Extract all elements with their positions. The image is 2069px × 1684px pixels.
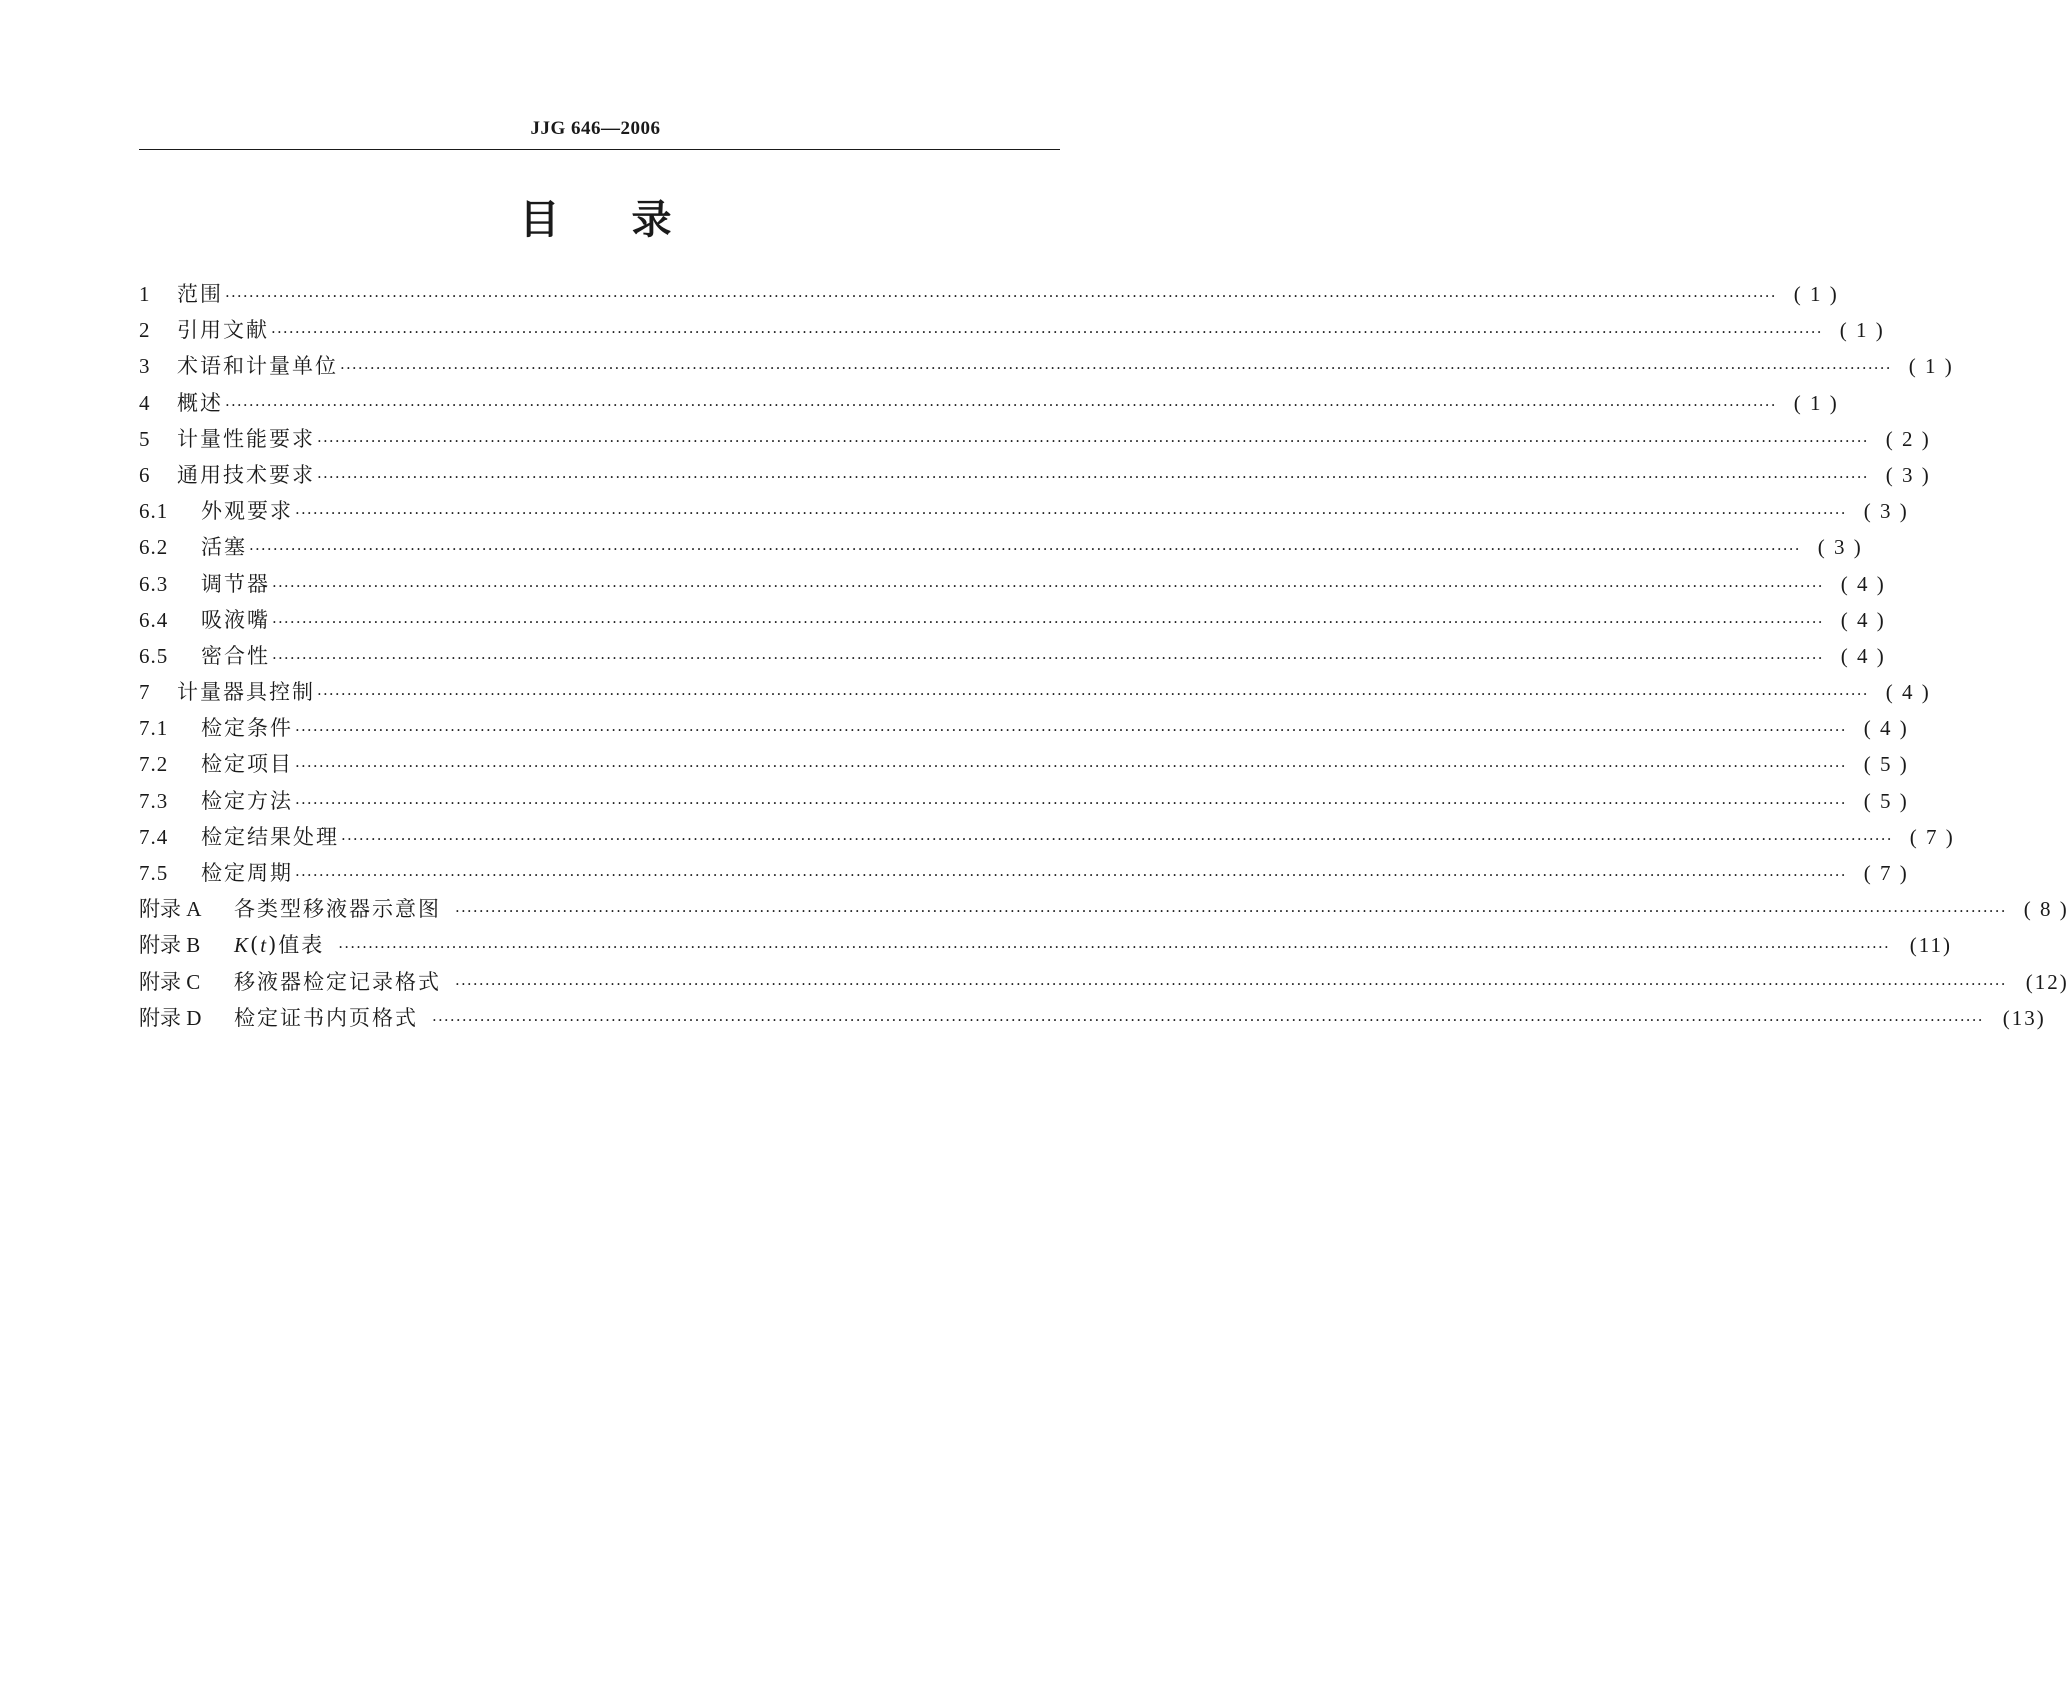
- toc-entry[interactable]: [139, 857, 1909, 893]
- toc-entry-number: 6.1: [139, 499, 169, 524]
- toc-entry-label: 检定条件: [201, 716, 293, 741]
- toc-dot-leader: ····································································································································································································································································: [295, 721, 1847, 740]
- toc-entry-page: ( 7 ): [1909, 824, 1955, 849]
- toc-entry-label: 检定周期: [201, 861, 293, 885]
- toc-entry-label: 计量性能要求: [177, 426, 315, 451]
- toc-entry-page: ( 8 ): [2023, 897, 2069, 922]
- toc-entry[interactable]: [139, 748, 1909, 784]
- toc-entry-page: ( 4 ): [1885, 680, 1931, 705]
- toc-entry-label: 检定结果处理: [201, 824, 339, 849]
- toc-entry-page: ( 4 ): [1840, 571, 1886, 596]
- toc-entry[interactable]: [139, 568, 1886, 604]
- toc-entry-page: ( 4 ): [1840, 643, 1886, 668]
- toc-entry-number: 7.4: [139, 824, 169, 849]
- toc-entry-label: 术语和计量单位: [177, 354, 338, 379]
- title-char-2: 录: [631, 197, 672, 243]
- toc-dot-leader: ····································································································································································································································································: [432, 1010, 1984, 1029]
- toc-entry[interactable]: [139, 821, 1955, 857]
- toc-entry-page: ( 5 ): [1863, 788, 1909, 813]
- toc-entry-number: 6.2: [139, 535, 169, 560]
- toc-entry-number: 7.3: [139, 788, 169, 813]
- toc-entry-label: 外观要求: [201, 499, 293, 524]
- toc-entry-page: ( 7 ): [1863, 861, 1909, 885]
- toc-entry[interactable]: [139, 712, 1909, 748]
- toc-entry[interactable]: [139, 893, 2069, 929]
- toc-entry[interactable]: [139, 387, 1839, 423]
- document-header-code: JJG 646—2006: [530, 118, 661, 139]
- toc-dot-leader: ····································································································································································································································································: [338, 938, 1890, 957]
- toc-entry[interactable]: [139, 495, 1909, 531]
- toc-entry-page: (11): [1909, 933, 1952, 958]
- toc-entry-number: 7.2: [139, 752, 169, 777]
- toc-entry-number: 6.5: [139, 643, 169, 668]
- toc-entry[interactable]: [139, 278, 1839, 314]
- toc-entry[interactable]: [139, 785, 1909, 821]
- toc-dot-leader: ····································································································································································································································································: [225, 287, 1777, 305]
- toc-entry-number: 附录 C: [139, 969, 201, 994]
- toc-entry[interactable]: [139, 531, 1863, 567]
- toc-entry-number: 6.3: [139, 571, 169, 596]
- toc-entry-page: ( 2 ): [1885, 426, 1931, 451]
- toc-entry-label: 移液器检定记录格式: [234, 969, 441, 994]
- toc-dot-leader: ····································································································································································································································································: [317, 431, 1869, 450]
- toc-entry-number: 7: [139, 680, 151, 705]
- toc-entry-number: 3: [139, 354, 151, 379]
- toc-entry-number: 7.1: [139, 716, 169, 741]
- toc-dot-leader: ····································································································································································································································································: [295, 757, 1847, 776]
- toc-entry[interactable]: [139, 640, 1886, 676]
- toc-entry-number: 附录 D: [139, 1005, 202, 1030]
- toc-entry-label: 密合性: [201, 643, 270, 668]
- toc-entry-number: 6: [139, 462, 151, 487]
- toc-dot-leader: ····································································································································································································································································: [271, 323, 1823, 342]
- toc-dot-leader: ····································································································································································································································································: [341, 829, 1893, 848]
- toc-entry-label: 通用技术要求: [177, 462, 315, 487]
- toc-entry-page: ( 3 ): [1817, 535, 1863, 560]
- toc-dot-leader: ····································································································································································································································································: [340, 359, 1892, 378]
- toc-entry-page: ( 1 ): [1908, 354, 1954, 379]
- header-divider: [139, 149, 1060, 150]
- toc-entry-page: ( 4 ): [1863, 716, 1909, 741]
- toc-entry-page: ( 4 ): [1840, 607, 1886, 632]
- toc-entry[interactable]: [139, 604, 1886, 640]
- toc-entry-number: 7.5: [139, 861, 169, 885]
- toc-dot-leader: ····································································································································································································································································: [455, 974, 2007, 993]
- toc-entry-label: 检定证书内页格式: [234, 1005, 418, 1030]
- toc-entry-page: (13): [2002, 1005, 2046, 1030]
- toc-dot-leader: ····································································································································································································································································: [272, 612, 1824, 631]
- toc-dot-leader: ····································································································································································································································································: [455, 902, 2007, 921]
- toc-dot-leader: ····································································································································································································································································: [317, 685, 1869, 704]
- toc-entry-page: ( 1 ): [1839, 318, 1885, 343]
- toc-entry-page: ( 3 ): [1885, 462, 1931, 487]
- toc-entry[interactable]: [139, 929, 1952, 965]
- toc-dot-leader: ····································································································································································································································································: [249, 540, 1801, 559]
- toc-entry-label: 吸液嘴: [201, 607, 270, 632]
- page-title: [0, 196, 1191, 244]
- toc-entry-label: K(t)值表: [234, 933, 325, 958]
- toc-entry-label: 引用文献: [177, 318, 269, 343]
- toc-entry-label: 范围: [177, 282, 223, 306]
- toc-entry-number: 6.4: [139, 607, 169, 632]
- toc-dot-leader: ····································································································································································································································································: [225, 395, 1777, 414]
- toc-entry[interactable]: [139, 676, 1931, 712]
- toc-entry-number: 4: [139, 390, 151, 415]
- title-char-1: 目: [519, 197, 560, 243]
- toc-entry-number: 2: [139, 318, 151, 343]
- toc-entry-label: 检定方法: [201, 788, 293, 813]
- toc-entry-label: 概述: [177, 390, 223, 415]
- toc-entry-label: 检定项目: [201, 752, 293, 777]
- toc-entry-page: (12): [2025, 969, 2069, 994]
- toc-entry-number: 5: [139, 426, 151, 451]
- toc-entry-label: 调节器: [201, 571, 270, 596]
- toc-entry[interactable]: [139, 350, 1954, 386]
- table-of-contents: [139, 278, 2069, 1038]
- toc-entry[interactable]: [139, 314, 1885, 350]
- toc-dot-leader: ····································································································································································································································································: [295, 866, 1847, 884]
- toc-dot-leader: ····································································································································································································································································: [317, 467, 1869, 486]
- toc-entry-number: 附录 A: [139, 897, 202, 922]
- toc-entry[interactable]: [139, 423, 1931, 459]
- toc-entry-label: 计量器具控制: [177, 680, 315, 705]
- toc-entry-page: ( 5 ): [1863, 752, 1909, 777]
- toc-dot-leader: ····································································································································································································································································: [295, 793, 1847, 812]
- toc-entry-label: 活塞: [201, 535, 247, 560]
- toc-entry-number: 1: [139, 282, 151, 306]
- toc-entry[interactable]: [139, 459, 1931, 495]
- toc-entry-page: ( 1 ): [1793, 282, 1839, 306]
- toc-dot-leader: ····································································································································································································································································: [295, 504, 1847, 523]
- toc-entry-page: ( 3 ): [1863, 499, 1909, 524]
- toc-entry-label: 各类型移液器示意图: [234, 897, 441, 922]
- toc-entry-number: 附录 B: [139, 933, 201, 958]
- toc-entry[interactable]: [139, 966, 2069, 1002]
- toc-dot-leader: ····································································································································································································································································: [272, 648, 1824, 667]
- toc-dot-leader: ····································································································································································································································································: [272, 576, 1824, 595]
- toc-entry-page: ( 1 ): [1793, 390, 1839, 415]
- toc-entry[interactable]: [139, 1002, 2046, 1038]
